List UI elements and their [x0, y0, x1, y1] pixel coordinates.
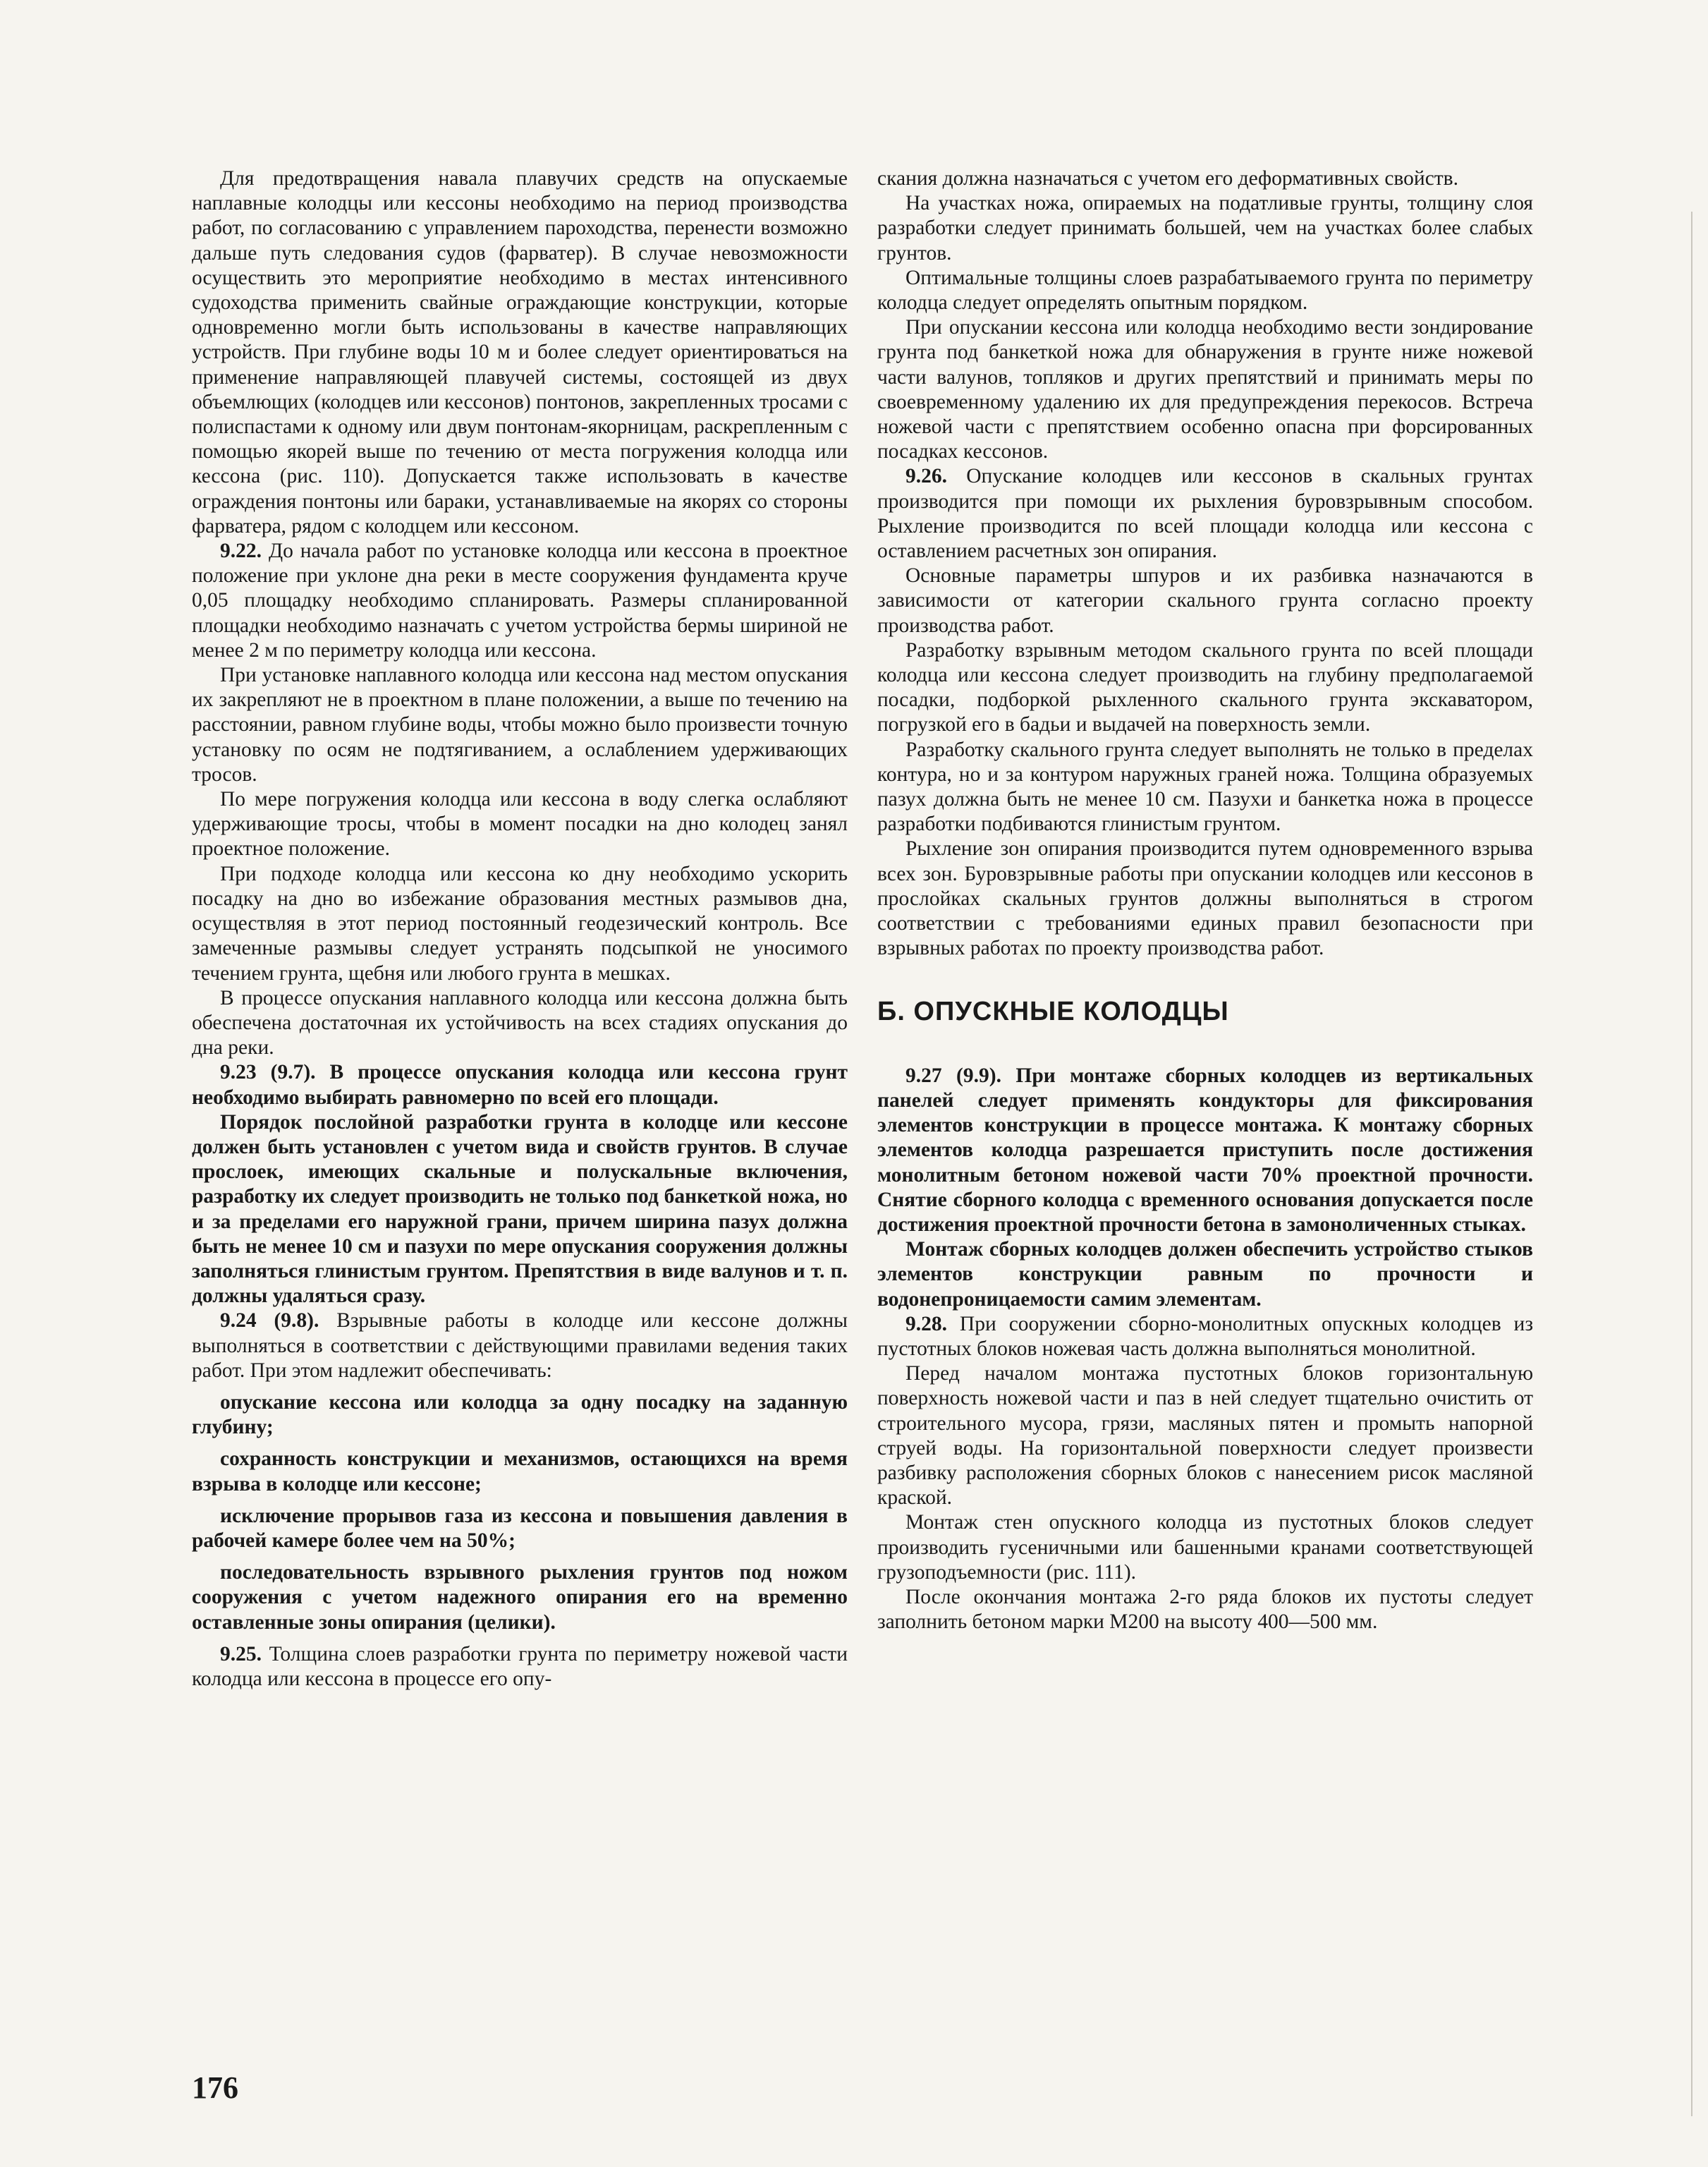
paragraph — [877, 1312, 1533, 1361]
page-number: 176 — [192, 2070, 238, 2105]
paragraph-text: Основные параметры шпуров и их разбивка назначаются в зависимости от категории скального грунта согласно проекту производства работ. — [877, 564, 1533, 637]
paragraph-text: Опускание колодцев или кессонов в скальных грунтах производится при помощи их рыхления буровзрывным способом. Рыхление производится по всей площади колодца или кессона с оставлением расчетных зон опирания. — [877, 465, 1533, 563]
paragraph-text: По мере погружения колодца или кессона в воду слегка ослабляют удерживающие тросы, чтобы в момент посадки на дно колодец занял проектное положение. — [192, 788, 848, 861]
paragraph — [877, 266, 1533, 315]
paragraph-text: Рыхление зон опирания производится путем одновременного взрыва всех зон. Буровзрывные работы при опускании колодцев или кессонов в прослойках скальных грунтов должны выполняться в строгом соответствии с требованиями единых правил безопасности при взрывных работах по проекту производства работ. — [877, 837, 1533, 960]
paragraph-text: Разработку скального грунта следует выполнять не только в пределах контура, но и за контуром наружных граней ножа. Толщина образуемых пазух должна быть не менее 10 см. Пазухи и банкетка ножа в процессе разработки подбиваются глинистым грунтом. — [877, 738, 1533, 836]
paragraph-text: Перед началом монтажа пустотных блоков горизонтальную поверхность ножевой части и паз в ней следует тщательно очистить от строительного мусора, грязи, масляных пятен и промыть напорной струей воды. На горизонтальной поверхности следует произвести разбивку расположения сборных блоков с нанесением рисок масляной краской. — [877, 1362, 1533, 1510]
scan-margin-line — [1691, 212, 1692, 2116]
paragraph — [192, 1560, 848, 1635]
clause-number: 9.24 (9.8). — [220, 1309, 319, 1333]
paragraph-text: В процессе опускания наплавного колодца или кессона должна быть обеспечена достаточная их устойчивость на всех стадиях опускания до дна реки. — [192, 986, 848, 1060]
paragraph — [192, 787, 848, 862]
paragraph-text: Для предотвращения навала плавучих средств на опускаемые наплавные колодцы или кессоны необходимо на период производства работ, по согласованию с управлением пароходства, перенести возможно дальше путь следования судов (фарватер). В случае невозможности осуществить это мероприятие необходимо в местах интенсивного судоходства применить свайные ограждающие конструкции, которые одновременно могли быть использованы в качестве направляющих устройств. При глубине воды 10 м и более следует ориентироваться на применение направляющей плавучей системы, состоящей из двух объемлющих (колодцев или кессонов) понтонов, закрепленных тросами с полиспастами к одному или двум понтонам-якорницам, раскрепленным с помощью якорей выше по течению от места погружения колодца или кессона (рис. 110). Допускается также использовать в качестве ограждения понтоны или бараки, устанавливаемые на якорях со стороны фарватера, рядом с колодцем или кессоном. — [192, 167, 848, 538]
paragraph — [192, 862, 848, 986]
paragraph — [877, 1237, 1533, 1312]
right-column-bottom — [877, 1064, 1533, 1635]
paragraph-text: Порядок послойной разработки грунта в колодце или кессоне должен быть установлен с учетом вида и свойств грунтов. В случае прослоек, имеющих скальные и полускальные включения, разработку их следует производить не только под банкеткой ножа, но и за пределами его наружной грани, причем ширина пазух должна быть не менее 10 см и пазухи по мере опускания сооружения должны заполняться глинистым грунтом. Препятствия в виде валунов и т. п. должны удаляться сразу. — [192, 1110, 848, 1308]
paragraph — [877, 1510, 1533, 1585]
paragraph — [192, 1309, 848, 1383]
paragraph — [192, 1390, 848, 1440]
paragraph — [192, 1447, 848, 1496]
clause-number: 9.23 (9.7). — [220, 1061, 316, 1084]
right-column — [877, 166, 1533, 1634]
paragraph-text: При подходе колодца или кессона ко дну необходимо ускорить посадку на дно во избежание образования местных размывов дна, осуществляя в этот период постоянный геодезический контроль. Все замеченные размывы следует устранять подсыпкой не уносимого течением грунта, щебня или любого грунта в мешках. — [192, 862, 848, 985]
left-column — [192, 166, 848, 1692]
paragraph — [877, 564, 1533, 638]
paragraph-text: После окончания монтажа 2-го ряда блоков их пустоты следует заполнить бетоном марки М200 на высоту 400—500 мм. — [877, 1585, 1533, 1634]
paragraph — [877, 315, 1533, 464]
paragraph — [877, 191, 1533, 266]
paragraph — [877, 1585, 1533, 1634]
paragraph — [192, 166, 848, 539]
clause-number: 9.27 (9.9). — [905, 1064, 1001, 1087]
paragraph-text: До начала работ по установке колодца или кессона в проектное положение при уклоне дна реки в месте сооружения фундамента круче 0,05 площадку необходимо спланировать. Размеры спланированной площадки необходимо назначать с учетом устройства бермы шириной не менее 2 м по периметру колодца или кессона. — [192, 540, 848, 662]
clause-number: 9.26. — [905, 465, 947, 488]
paragraph — [192, 1060, 848, 1110]
paragraph-text: опускание кессона или колодца за одну посадку на заданную глубину; — [192, 1390, 848, 1439]
section-heading: Б. ОПУСКНЫЕ КОЛОДЦЫ — [877, 996, 1229, 1026]
paragraph-text: последовательность взрывного рыхления грунтов под ножом сооружения с учетом надежного опирания его на временно оставленные зоны опирания (целики). — [192, 1561, 848, 1634]
clause-number: 9.22. — [220, 540, 262, 563]
paragraph — [192, 663, 848, 787]
right-column-top — [877, 166, 1533, 961]
paragraph-text: Оптимальные толщины слоев разрабатываемого грунта по периметру колодца следует определять опытным порядком. — [877, 266, 1533, 315]
paragraph — [192, 986, 848, 1061]
paragraph-text: При установке наплавного колодца или кессона над местом опускания их закрепляют не в проектном в плане положении, а выше по течению на расстоянии, равном глубине воды, чтобы можно было произвести точную установку по осям не подтягиванием, а ослаблением удерживающих тросов. — [192, 664, 848, 786]
paragraph-text: Толщина слоев разработки грунта по периметру ножевой части колодца или кессона в процессе его опу- — [192, 1642, 848, 1690]
paragraph — [877, 464, 1533, 564]
paragraph — [877, 638, 1533, 738]
paragraph-text: сохранность конструкции и механизмов, остающихся на время взрыва в колодце или кессоне; — [192, 1447, 848, 1495]
paragraph-text: исключение прорывов газа из кессона и повышения давления в рабочей камере более чем на 50%; — [192, 1504, 848, 1552]
paragraph-text: Взрывные работы в колодце или кессоне должны выполняться в соответствии с действующими правилами ведения таких работ. При этом надлежит обеспечивать: — [192, 1309, 848, 1382]
clause-number: 9.28. — [905, 1312, 947, 1335]
paragraph-text: Монтаж стен опускного колодца из пустотных блоков следует производить гусеничными или башенными кранами соответствующей грузоподъемности (рис. 111). — [877, 1511, 1533, 1584]
paragraph — [192, 539, 848, 663]
paragraph — [192, 1504, 848, 1553]
paragraph-text: Монтаж сборных колодцев должен обеспечить устройство стыков элементов конструкции равным по прочности и водонепроницаемости самим элементам. — [877, 1238, 1533, 1311]
paragraph — [877, 738, 1533, 837]
paragraph-text: Разработку взрывным методом скального грунта по всей площади колодца или кессона следует производить на глубину предполагаемой посадки, подборкой рыхленного скального грунта экскаватором, погрузкой его в бадьи и выдачей на поверхность земли. — [877, 638, 1533, 736]
paragraph-text: На участках ножа, опираемых на податливые грунты, толщину слоя разработки следует принимать большей, чем на участках более слабых грунтов. — [877, 192, 1533, 265]
paragraph — [192, 1110, 848, 1309]
paragraph-text: При монтаже сборных колодцев из вертикальных панелей следует применять кондукторы для фиксирования элементов конструкции в процессе монтажа. К монтажу сборных элементов колодца разрешается приступить после достижения монолитным бетоном ножевой части 70% проектной прочности. Снятие сборного колодца с временного основания допускается после достижения проектной прочности бетона в замоноличенных стыках. — [877, 1064, 1533, 1236]
paragraph — [192, 1642, 848, 1692]
paragraph-text: При сооружении сборно-монолитных опускных колодцев из пустотных блоков ножевая часть должна выполняться монолитной. — [877, 1312, 1533, 1360]
paragraph-text: скания должна назначаться с учетом его деформативных свойств. — [877, 167, 1458, 190]
paragraph — [877, 1361, 1533, 1510]
clause-number: 9.25. — [220, 1642, 262, 1665]
paragraph — [877, 837, 1533, 961]
paragraph — [877, 1064, 1533, 1237]
paragraph-text: При опускании кессона или колодца необходимо вести зондирование грунта под банкеткой ножа для обнаружения в грунте ниже ножевой части валунов, топляков и других препятствий и принимать меры по своевременному удалению их для предупреждения перекосов. Встреча ножевой части с препятствием особенно опасна при форсированных посадках кессонов. — [877, 316, 1533, 463]
paragraph-text: В процессе опускания колодца или кессона грунт необходимо выбирать равномерно по всей его площади. — [192, 1061, 848, 1109]
paragraph — [877, 166, 1533, 191]
